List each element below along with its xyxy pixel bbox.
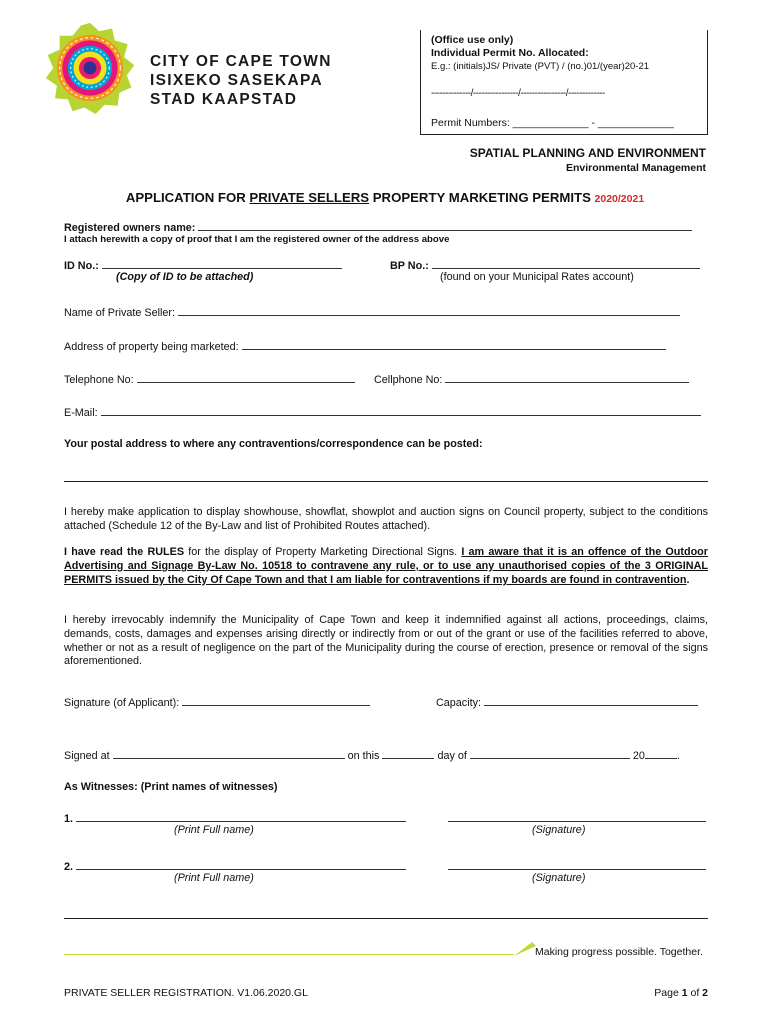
signature-field[interactable] [182,695,370,706]
witness-2-signature-field[interactable] [448,859,706,870]
bp-field[interactable] [432,258,700,269]
permit-allocated-label: Individual Permit No. Allocated: [431,47,589,59]
witness-2-number: 2. [64,861,74,873]
rules-paragraph [64,546,708,587]
page-number [654,987,708,999]
city-name-line-1: CITY OF CAPE TOWN [150,53,332,70]
city-name-line-2: ISIXEKO SASEKAPA [150,72,323,89]
witness-1-signature-row [448,811,706,825]
page-total: 2 [702,987,708,999]
permit-example: E.g.: (initials)JS/ Private (PVT) / (no.)01/(year)20-21 [431,61,650,72]
year-field[interactable] [645,748,677,759]
office-use-heading: (Office use only) [431,34,514,46]
witness-1-signature-field[interactable] [448,811,706,822]
capacity-row [436,695,698,709]
title-pre: APPLICATION FOR [125,190,250,205]
signature-label: Signature (of Applicant): [64,697,180,709]
department-name: SPATIAL PLANNING AND ENVIRONMENT [469,146,706,160]
email-row [64,405,701,419]
cellphone-field[interactable] [445,372,689,383]
attach-note: I attach herewith a copy of proof that I am the registered owner of the address above [64,234,450,245]
telephone-row [64,372,355,386]
department-sub: Environmental Management [565,162,706,174]
signed-at-field[interactable] [113,748,345,759]
tagline: Making progress possible. Together. [535,946,703,958]
witness-1-name-field[interactable] [76,811,406,822]
capacity-field[interactable] [484,695,698,706]
id-note: (Copy of ID to be attached) [116,271,254,283]
bp-note: (found on your Municipal Rates account) [440,271,634,283]
page-current: 1 [681,987,688,999]
address-row [64,339,666,353]
witness-2-name-note: (Print Full name) [174,872,254,884]
title-year: 2020/2021 [594,193,645,205]
signature-row [64,695,370,709]
year-prefix: 20 [632,750,645,762]
indemnity-paragraph: I hereby irrevocably indemnify the Municipality of Cape Town and keep it indemnified against all actions, proceedings, claims, demands, costs, damages and expenses arising directly or indirectly from or out of the grant or use of the facilities referred to above, whether or not as a result of negligence on the part of the Municipality during the course of erection, presence or removal of the signs aforementioned. [64,614,708,668]
signed-at-label: Signed at [64,750,110,762]
rules-end: . [686,573,690,586]
id-row [64,258,342,272]
owners-name-row [64,220,692,234]
witness-1-name-note: (Print Full name) [174,824,254,836]
witness-2-signature-note: (Signature) [532,872,586,884]
witness-2-name-field[interactable] [76,859,406,870]
witness-1-signature-note: (Signature) [532,824,586,836]
city-logo-icon [44,22,136,114]
seller-field[interactable] [178,305,680,316]
witness-2-row [64,859,406,873]
rules-text: for the display of Property Marketing Directional Signs. [184,546,462,558]
permit-number-field[interactable]: --------------/----------------/----------------/------------- [431,88,605,99]
page-prefix: Page [654,987,682,999]
month-field[interactable] [470,748,630,759]
seller-row [64,305,680,319]
page-of: of [687,987,703,999]
permit-numbers-field[interactable]: Permit Numbers: _____________ - _____________ [431,117,674,129]
bottom-divider [64,918,708,919]
rules-bold: I have read the RULES [64,546,185,558]
id-field[interactable] [102,258,342,269]
postal-address-field[interactable] [64,481,708,482]
address-label: Address of property being marketed: [64,341,239,353]
title-post: PROPERTY MARKETING PERMITS [369,190,595,205]
document-reference: PRIVATE SELLER REGISTRATION. V1.06.2020.GL [64,987,308,999]
telephone-field[interactable] [137,372,355,383]
application-paragraph: I hereby make application to display showhouse, showflat, showplot and auction signs on Council property, subject to the conditions attached (Schedule 12 of the By-Law and list of Prohibited Routes attached). [64,506,708,532]
department-heading [470,146,706,176]
year-end: . [676,750,680,762]
seller-label: Name of Private Seller: [64,307,176,319]
footer-green-line [64,954,514,955]
signed-at-row [64,748,680,762]
office-use-box [420,30,708,135]
witness-1-number: 1. [64,813,74,825]
cellphone-row [374,372,689,386]
on-this-label: on this [347,750,380,762]
witnesses-heading: As Witnesses: (Print names of witnesses) [64,781,278,793]
email-field[interactable] [101,405,701,416]
page-title [0,190,770,205]
telephone-label: Telephone No: [64,374,134,386]
email-label: E-Mail: [64,407,98,419]
witness-1-row [64,811,406,825]
rules-offence-notice: I am aware that it is an offence of the Outdoor Advertising and Signage By-Law No. 10518 to contravene any rule, or to use any unauthorised copies of the 3 ORIGINAL PERMITS issued by the City Of Cape Town and that I am liable for contraventions if my boards are found in contravention [64,546,708,586]
bp-row [390,258,700,272]
owners-name-field[interactable] [198,220,692,231]
postal-address-label: Your postal address to where any contraventions/correspondence can be posted: [64,438,483,450]
day-field[interactable] [382,748,434,759]
owners-name-label: Registered owners name: [64,222,196,234]
capacity-label: Capacity: [436,697,482,709]
id-label: ID No.: [64,260,99,272]
cellphone-label: Cellphone No: [374,374,443,386]
bp-label: BP No.: [390,260,429,272]
address-field[interactable] [242,339,666,350]
witness-2-signature-row [448,859,706,873]
day-of-label: day of [437,750,467,762]
title-underlined: PRIVATE SELLERS [249,190,370,205]
city-name [150,52,332,109]
city-name-line-3: STAD KAAPSTAD [150,91,298,108]
